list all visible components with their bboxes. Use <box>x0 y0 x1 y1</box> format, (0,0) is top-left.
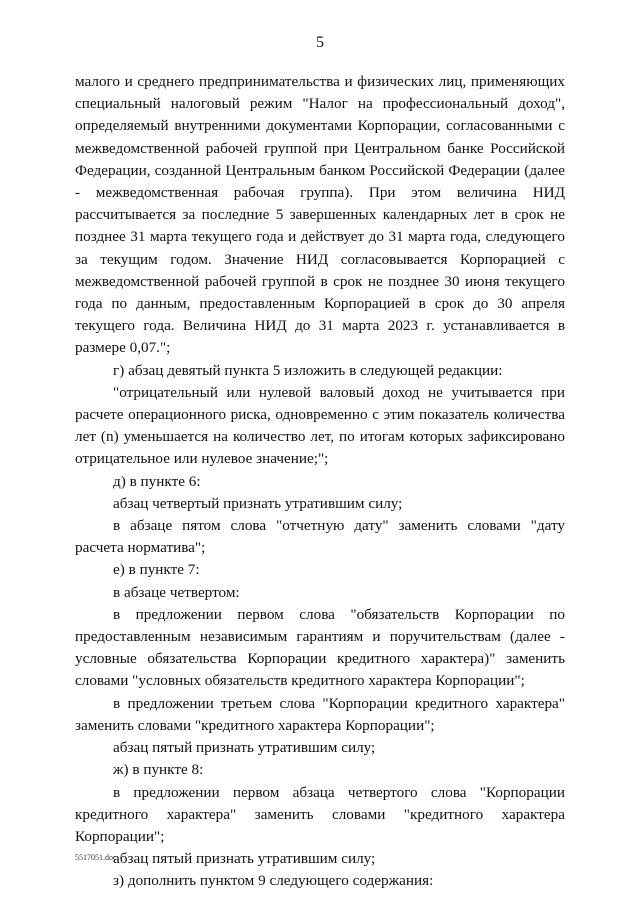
paragraph: з) дополнить пунктом 9 следующего содержания: <box>113 872 434 890</box>
paragraph: абзац пятый признать утратившим силу; <box>113 850 376 868</box>
paragraph: г) абзац девятый пункта 5 изложить в следующей редакции: <box>113 361 503 379</box>
document-file-code: 5517051.doc <box>75 853 117 862</box>
document-body <box>75 71 565 893</box>
paragraph: абзац пятый признать утратившим силу; <box>113 739 376 757</box>
paragraph: в предложении первом слова "обязательств Корпорации по предоставленным независимым гарантиям и поручительствам (далее - условные обязательства Корпорации кредитного характера)" заменить словами "условных обязательств кредитного характера Корпорации"; <box>75 605 565 690</box>
paragraph: ж) в пункте 8: <box>113 761 204 779</box>
paragraph: в предложении первом абзаца четвертого слова "Корпорации кредитного характера" заменить словами "кредитного характера Корпорации"; <box>75 783 565 845</box>
paragraph: "отрицательный или нулевой валовый доход не учитывается при расчете операционного риска, одновременно с этим показатель количества лет (n) уменьшается на количество лет, по итогам которых зафиксировано отрицательное или нулевое значение;"; <box>75 383 565 468</box>
paragraph: абзац четвертый признать утратившим силу; <box>113 494 403 512</box>
paragraph: д) в пункте 6: <box>113 472 201 490</box>
paragraph: е) в пункте 7: <box>113 561 200 579</box>
paragraph: малого и среднего предпринимательства и физических лиц, применяющих специальный налоговый режим "Налог на профессиональный доход", определяемый внутренними документами Корпорации, согласованными с межведомственной рабочей группой при Центральном банке Российской Федерации, созданной Центральным банком Российской Федерации (далее - межведомственная рабочая группа). При этом величина НИД рассчитывается за последние 5 завершенных календарных лет в срок не позднее 31 марта текущего года и действует до 31 марта года, следующего за текущим годом. Значение НИД согласовывается Корпорацией с межведомственной рабочей группой в срок не позднее 30 июня текущего года по данным, предоставленным Корпорацией в срок до 30 апреля текущего года. Величина НИД до 31 марта 2023 г. устанавливается в размере 0,07."; <box>75 73 565 357</box>
page-number: 5 <box>316 34 324 51</box>
paragraph: в абзаце пятом слова "отчетную дату" заменить словами "дату расчета норматива"; <box>75 517 565 557</box>
paragraph: в предложении третьем слова "Корпорации кредитного характера" заменить словами "кредитного характера Корпорации"; <box>75 694 565 734</box>
paragraph: в абзаце четвертом: <box>113 583 240 601</box>
